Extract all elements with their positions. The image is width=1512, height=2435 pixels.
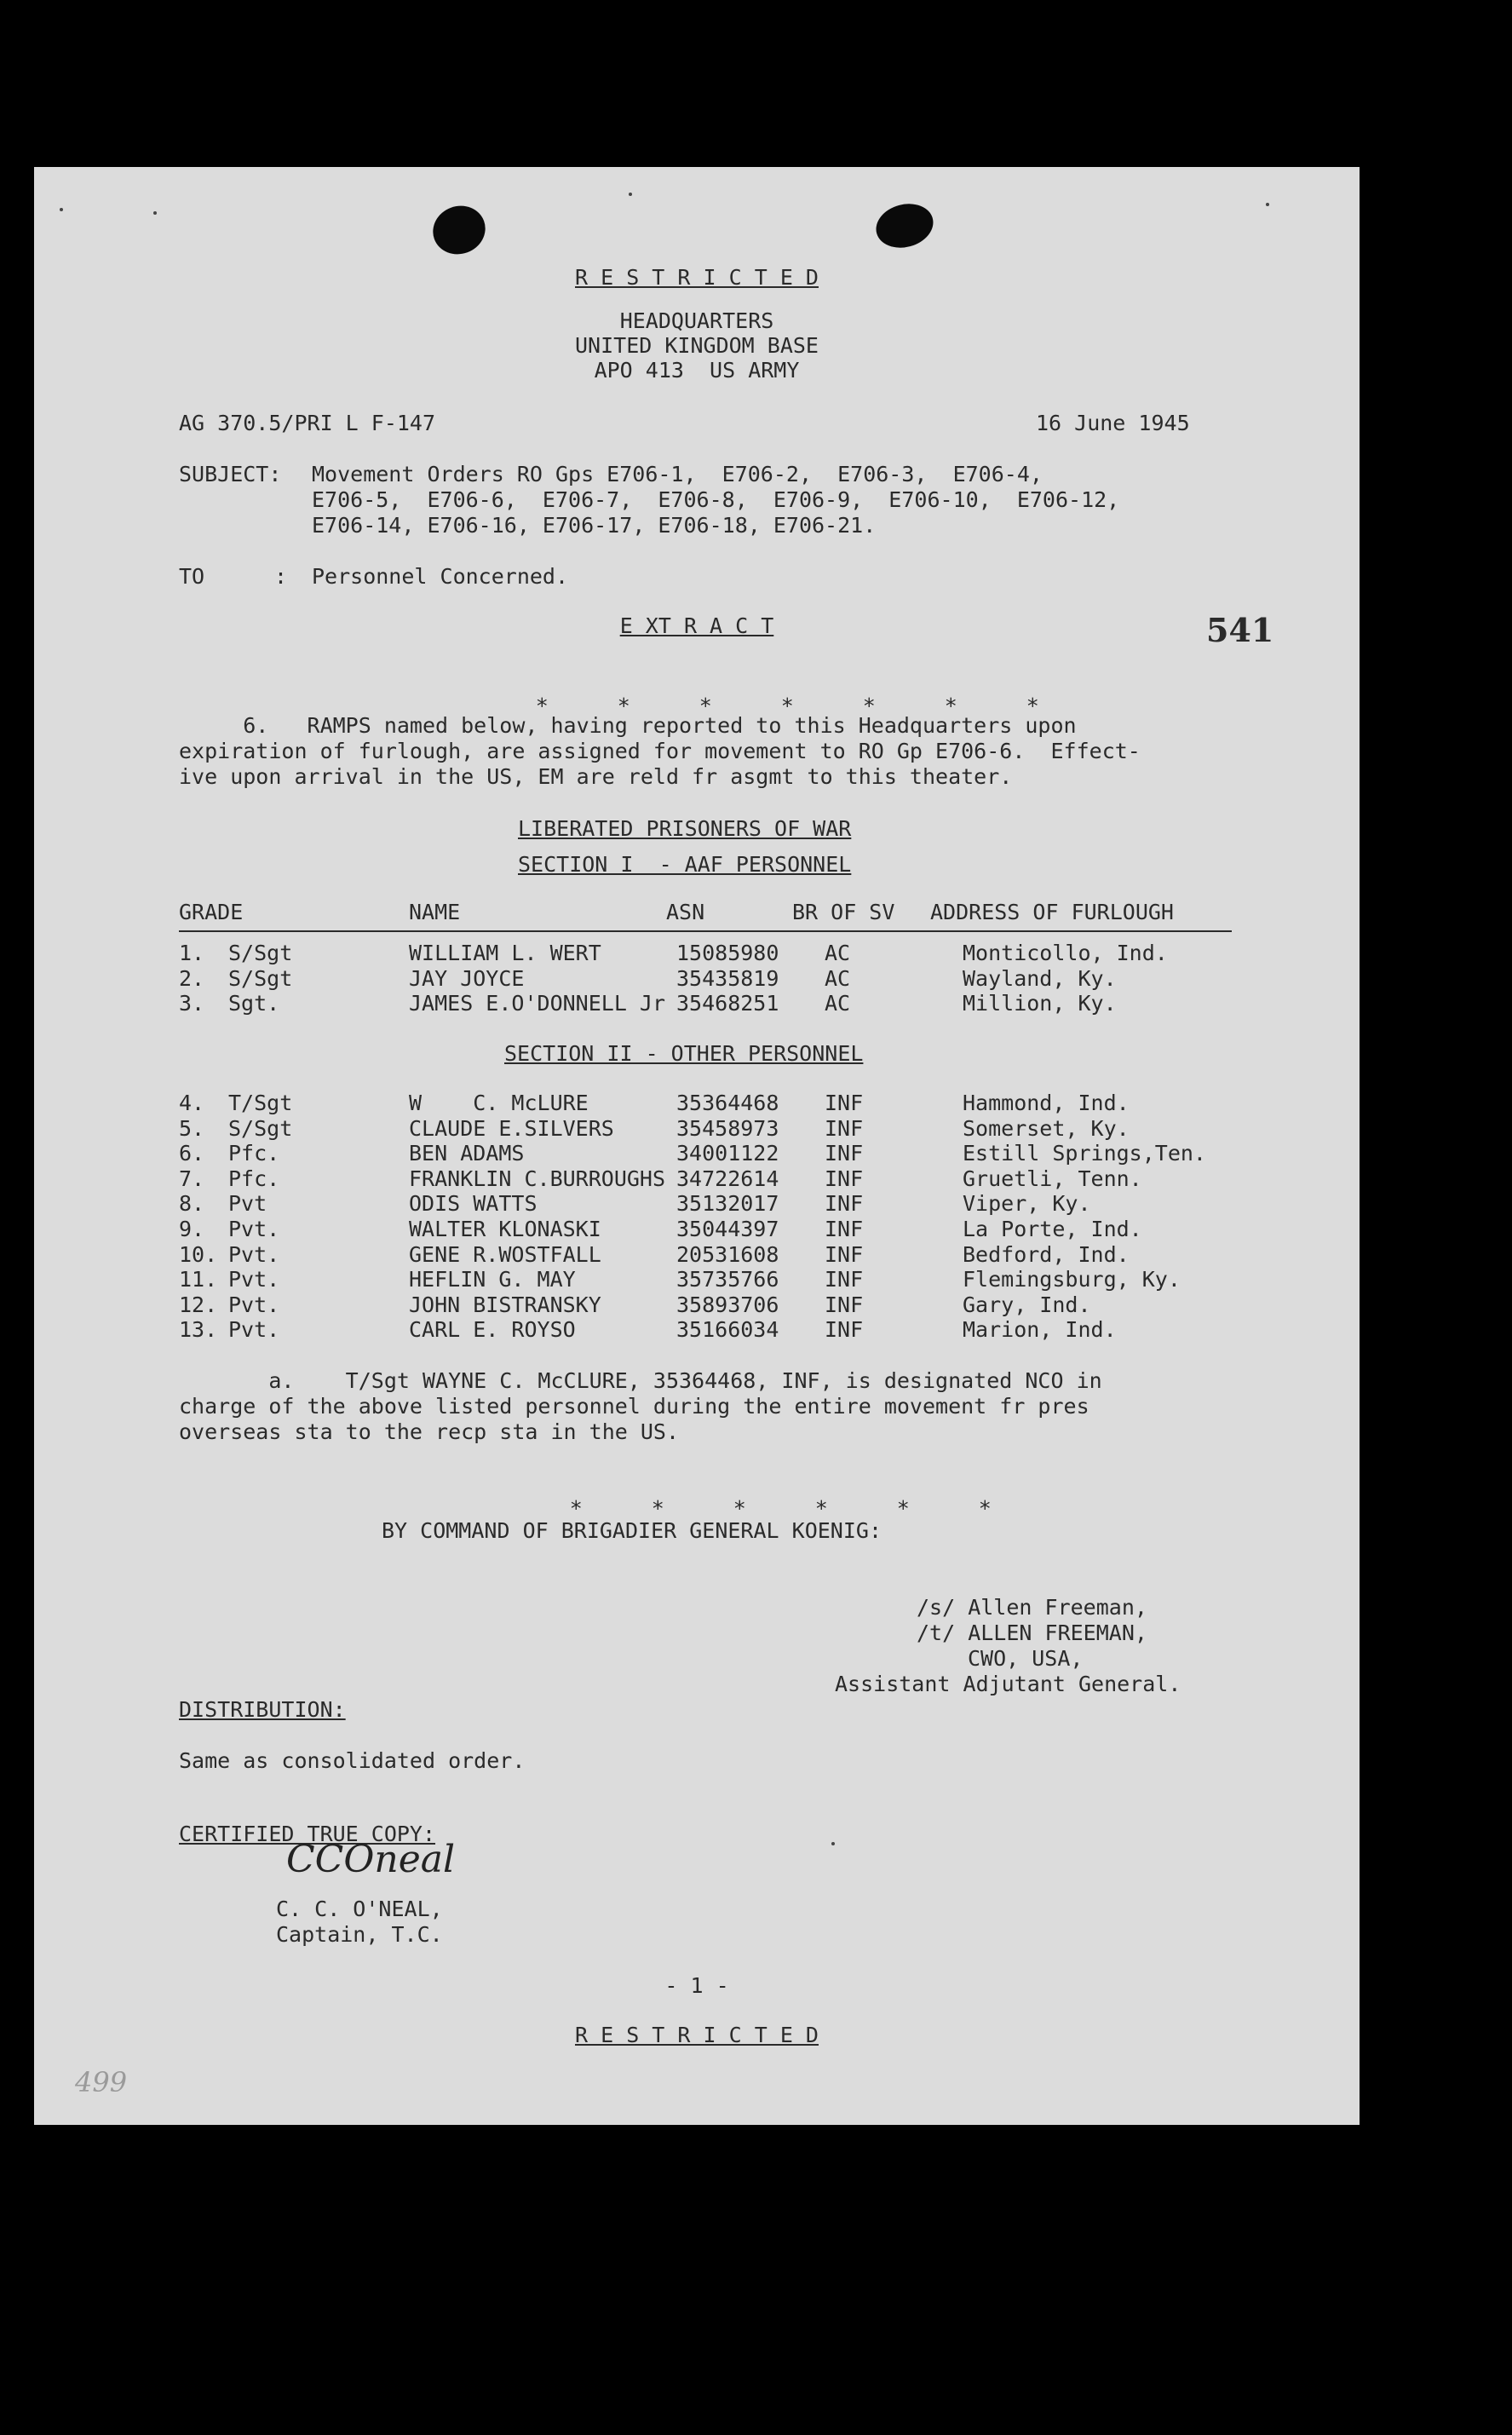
row-asn: 35044397 [676,1216,779,1241]
row-branch: INF [825,1115,864,1141]
row-number: 13. [179,1317,218,1343]
roster-row [179,941,1168,966]
paper-speck [60,208,63,211]
row-grade: Pvt. [228,1216,280,1241]
roster-row [179,1217,1206,1242]
row-branch: INF [825,1241,864,1267]
separator-star: * [617,694,630,718]
row-name: CARL E. ROYSO [409,1317,576,1343]
separator-star: * [780,694,794,718]
column-branch: BR OF SV [792,900,895,924]
distribution-label: DISTRIBUTION: [179,1697,346,1722]
separator-star: * [1026,694,1039,718]
row-address: Viper, Ky. [963,1191,1091,1217]
separator-star: * [862,694,876,718]
subject-line-3: E706-14, E706-16, E706-17, E706-18, E706-21. [312,513,877,538]
subparagraph-a-line-1: a. T/Sgt WAYNE C. McCLURE, 35364468, INF, is designated NCO in [179,1368,1102,1393]
roster-row [179,1116,1206,1142]
row-address: Somerset, Ky. [963,1115,1130,1141]
row-address: Gruetli, Tenn. [963,1166,1142,1191]
row-grade: Sgt. [228,991,280,1016]
separator-star: * [944,694,957,718]
row-branch: AC [825,941,851,965]
row-number: 4. [179,1091,205,1115]
paper-speck [629,193,632,196]
row-branch: INF [825,1267,864,1292]
paragraph-6-line-1: 6. RAMPS named below, having reported to this Headquarters upon [179,713,1077,738]
row-branch: INF [825,1191,864,1217]
row-address: Million, Ky. [963,991,1117,1016]
roster-row [179,991,1168,1016]
signature-line-2: /t/ ALLEN FREEMAN, [917,1620,1147,1645]
separator-star: * [651,1496,664,1521]
row-number: 1. [179,941,205,965]
row-branch: INF [825,1317,864,1343]
document-page [34,167,1360,2125]
subject-line-2: E706-5, E706-6, E706-7, E706-8, E706-9, E706-10, E706-12, [312,487,1120,512]
row-address: La Porte, Ind. [963,1216,1142,1241]
row-asn: 35166034 [676,1317,779,1343]
page-stamp-number: 541 [1206,611,1274,649]
signature-line-4: Assistant Adjutant General. [835,1672,1181,1696]
handwritten-signature: CCOneal [286,1838,456,1881]
separator-star: * [814,1496,828,1521]
classification-top: R E S T R I C T E D [575,265,819,290]
row-branch: INF [825,1292,864,1317]
row-grade: Pvt. [228,1317,280,1343]
row-address: Marion, Ind. [963,1317,1117,1343]
row-branch: INF [825,1216,864,1241]
row-grade: S/Sgt [228,1115,293,1141]
row-name: WILLIAM L. WERT [409,941,601,965]
row-asn: 35735766 [676,1267,779,1292]
certified-label: CERTIFIED TRUE COPY: [179,1822,436,1846]
row-branch: AC [825,991,851,1016]
row-asn: 35132017 [676,1191,779,1217]
row-asn: 35364468 [676,1091,779,1115]
row-name: BEN ADAMS [409,1141,525,1166]
paper-speck [1266,203,1269,206]
roster-heading: LIBERATED PRISONERS OF WAR [518,816,852,841]
row-address: Wayland, Ky. [963,965,1117,991]
row-asn: 35893706 [676,1292,779,1317]
hq-line-1: HEADQUARTERS [619,308,774,333]
section-2-title: SECTION II - OTHER PERSONNEL [504,1041,864,1066]
row-name: JAY JOYCE [409,965,525,991]
column-address: ADDRESS OF FURLOUGH [930,900,1174,924]
row-name: GENE R.WOSTFALL [409,1241,601,1267]
row-number: 3. [179,991,205,1016]
pencil-note: 499 [75,2066,128,2098]
punch-hole-left [426,199,492,262]
row-number: 10. [179,1241,218,1267]
roster-row [179,1317,1206,1343]
row-address: Monticollo, Ind. [963,941,1168,965]
row-address: Gary, Ind. [963,1292,1091,1317]
row-number: 12. [179,1292,218,1317]
row-name: ODIS WATTS [409,1191,538,1217]
signature-line-3: CWO, USA, [968,1646,1084,1671]
row-grade: Pvt. [228,1267,280,1292]
row-grade: Pfc. [228,1166,280,1191]
row-name: W C. McLURE [409,1091,589,1115]
separator-star: * [978,1496,992,1521]
row-name: HEFLIN G. MAY [409,1267,576,1292]
row-number: 11. [179,1267,218,1292]
separator-star: * [896,1496,910,1521]
row-asn: 35435819 [676,965,779,991]
certifier-rank: Captain, T.C. [276,1922,443,1947]
row-asn: 35458973 [676,1115,779,1141]
distribution-text: Same as consolidated order. [179,1748,526,1773]
hq-line-3: APO 413 US ARMY [594,358,800,383]
row-address: Bedford, Ind. [963,1241,1130,1267]
extract-title: E XT R A C T [619,613,774,638]
separator-star: * [733,1496,746,1521]
row-grade: S/Sgt [228,941,293,965]
to-value: Personnel Concerned. [312,564,569,589]
row-asn: 15085980 [676,941,779,965]
row-number: 7. [179,1166,205,1191]
row-number: 8. [179,1191,205,1217]
paper-speck [831,1842,835,1845]
row-name: JOHN BISTRANSKY [409,1292,601,1317]
roster-row [179,966,1168,992]
row-asn: 20531608 [676,1241,779,1267]
row-number: 6. [179,1141,205,1166]
column-name: NAME [409,900,461,924]
row-branch: AC [825,965,851,991]
row-grade: Pvt [228,1191,267,1217]
roster-row [179,1141,1206,1166]
separator-star: * [535,694,549,718]
row-number: 5. [179,1115,205,1141]
roster-row [179,1091,1206,1116]
column-grade: GRADE [179,900,244,924]
row-grade: Pfc. [228,1141,280,1166]
roster-row [179,1292,1206,1318]
row-asn: 35468251 [676,991,779,1016]
row-asn: 34722614 [676,1166,779,1191]
row-number: 2. [179,965,205,991]
row-branch: INF [825,1091,864,1115]
row-branch: INF [825,1141,864,1166]
paragraph-6-line-3: ive upon arrival in the US, EM are reld fr asgmt to this theater. [179,764,1013,789]
row-grade: Pvt. [228,1241,280,1267]
signature-line-1: /s/ Allen Freeman, [917,1595,1147,1620]
subject-line-1: Movement Orders RO Gps E706-1, E706-2, E706-3, E706-4, [312,462,1043,486]
row-grade: T/Sgt [228,1091,293,1115]
row-grade: S/Sgt [228,965,293,991]
separator-star: * [699,694,712,718]
certifier-name: C. C. O'NEAL, [276,1897,443,1921]
roster-row [179,1267,1206,1292]
file-reference: AG 370.5/PRI L F-147 [179,411,436,435]
punch-hole-right [871,198,939,254]
section-2-table [179,1091,1206,1343]
hq-line-2: UNITED KINGDOM BASE [575,333,819,358]
row-name: CLAUDE E.SILVERS [409,1115,614,1141]
to-colon: : [274,564,288,589]
row-branch: INF [825,1166,864,1191]
page-number: - 1 - [664,1973,729,1998]
subject-label: SUBJECT: [179,462,282,486]
roster-column-header [179,900,1232,932]
row-address: Flemingsburg, Ky. [963,1267,1181,1292]
roster-row [179,1191,1206,1217]
row-address: Estill Springs,Ten. [963,1141,1206,1166]
subparagraph-a-line-3: overseas sta to the recp sta in the US. [179,1419,679,1444]
paper-speck [153,211,157,215]
roster-row [179,1166,1206,1192]
section-1-table [179,941,1168,1016]
row-name: JAMES E.O'DONNELL Jr [409,991,666,1016]
to-label: TO [179,564,205,589]
command-line: BY COMMAND OF BRIGADIER GENERAL KOENIG: [382,1518,882,1543]
subparagraph-a-line-2: charge of the above listed personnel during the entire movement fr pres [179,1394,1089,1419]
document-date: 16 June 1945 [1036,411,1190,435]
row-number: 9. [179,1216,205,1241]
roster-row [179,1242,1206,1268]
column-asn: ASN [666,900,705,924]
row-asn: 34001122 [676,1141,779,1166]
separator-star: * [569,1496,583,1521]
classification-bottom: R E S T R I C T E D [575,2023,819,2047]
paragraph-6-line-2: expiration of furlough, are assigned for movement to RO Gp E706-6. Effect- [179,739,1141,763]
row-address: Hammond, Ind. [963,1091,1130,1115]
row-name: FRANKLIN C.BURROUGHS [409,1166,666,1191]
row-name: WALTER KLONASKI [409,1216,601,1241]
row-grade: Pvt. [228,1292,280,1317]
section-1-title: SECTION I - AAF PERSONNEL [518,852,852,877]
